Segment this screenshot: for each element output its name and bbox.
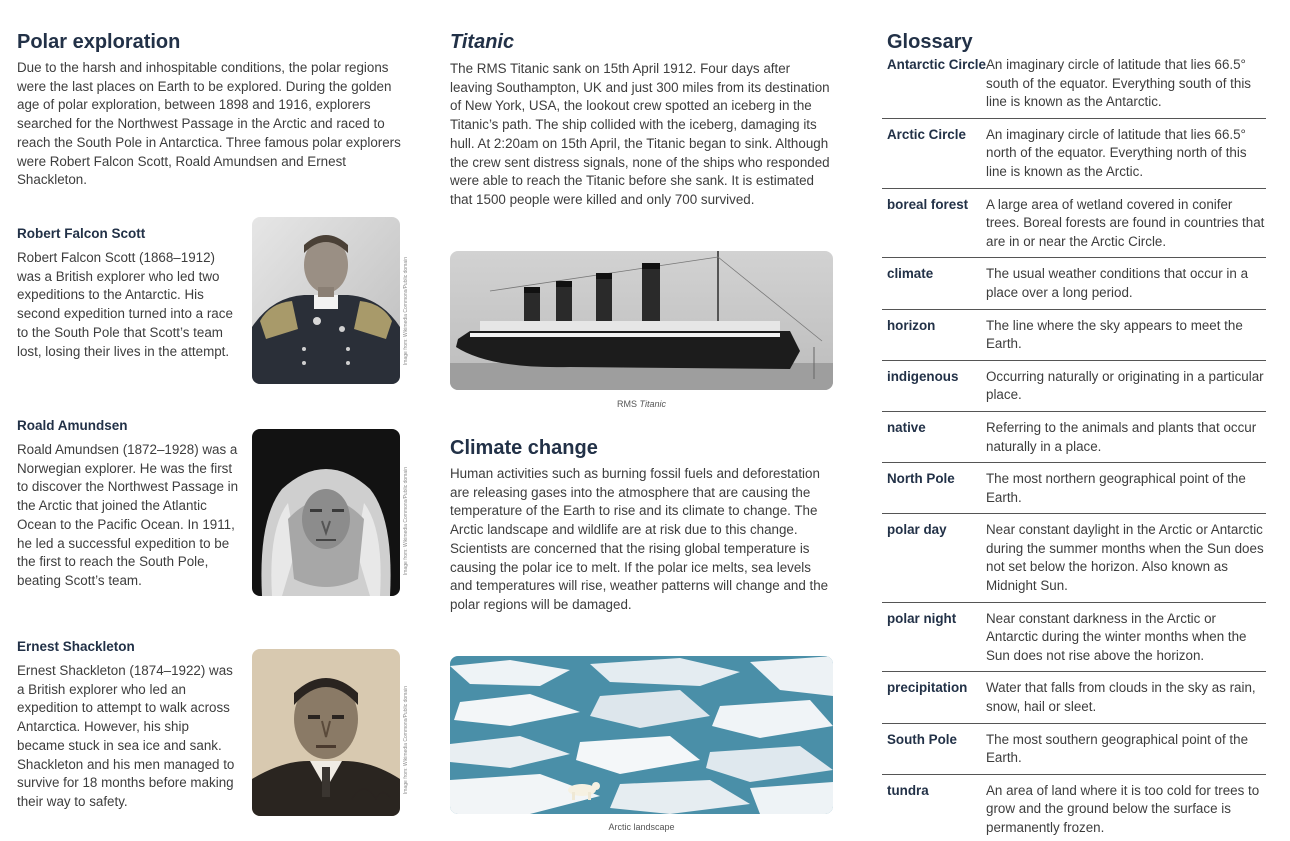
explorer-amundsen bbox=[17, 417, 407, 591]
polar-exploration-title: Polar exploration bbox=[17, 31, 181, 53]
photo-credit: Image from: Wikimedia Commons/Public domain bbox=[403, 686, 409, 795]
glossary-definition: Near constant darkness in the Arctic or Antarctic during the winter months when the Sun does not rise above the horizon. bbox=[986, 610, 1247, 663]
explorer-name: Robert Falcon Scott bbox=[17, 226, 146, 241]
glossary-term: Arctic Circle bbox=[887, 126, 966, 142]
explorer-bio: Roald Amundsen (1872–1928) was a Norwegian explorer. He was the first to discover the Northwest Passage in the Arctic that joined the Atlantic Ocean to the Pacific Ocean. In 1911, he led a successful expedition to be the first to reach the South Pole, beating Scott’s team. bbox=[17, 442, 239, 588]
glossary-definition: Water that falls from clouds in the sky as rain, snow, hail or sleet. bbox=[986, 680, 1256, 715]
glossary-term: Antarctic Circle bbox=[887, 57, 986, 72]
glossary-row bbox=[882, 419, 1266, 463]
glossary-row bbox=[882, 521, 1266, 602]
glossary-row bbox=[882, 196, 1266, 259]
glossary-definition: The line where the sky appears to meet the Earth. bbox=[986, 317, 1243, 352]
amundsen-portrait bbox=[252, 429, 400, 596]
photo-credit: Image from: Wikimedia Commons/Public domain bbox=[403, 257, 409, 366]
glossary-row bbox=[882, 731, 1266, 775]
glossary-row bbox=[882, 782, 1266, 841]
glossary-row bbox=[882, 679, 1266, 723]
glossary-definition: The most northern geographical point of the Earth. bbox=[986, 471, 1246, 505]
glossary-term: native bbox=[887, 419, 926, 435]
glossary-definition: An imaginary circle of latitude that lies 66.5° north of the equator. Everything north of this line is known as the Arctic. bbox=[986, 126, 1247, 179]
glossary-definition: Referring to the animals and plants that occur naturally in a place. bbox=[986, 419, 1257, 454]
glossary-term: boreal forest bbox=[887, 196, 969, 212]
arctic-landscape-photo bbox=[450, 656, 833, 814]
glossary-row bbox=[882, 265, 1266, 309]
climate-change-text: Human activities such as burning fossil fuels and deforestation are releasing gases into the atmosphere that are causing the temperature of the Earth to rise and its climate to change. The Arctic landscape and wildlife are at risk due to this change. Scientists are concerned that the rising global temperature is causing the polar ice to melt. If the polar ice melts, sea levels and temperatures will rise, weather patterns will change and the polar regions will be damaged. bbox=[450, 466, 829, 612]
glossary-term: polar night bbox=[887, 610, 957, 626]
glossary-term: polar day bbox=[887, 522, 947, 538]
glossary-list bbox=[882, 56, 1266, 841]
titanic-text: The RMS Titanic sank on 15th April 1912. Four days after leaving Southampton, UK and just 300 miles from its destination of New York, USA, the lookout crew spotted an iceberg in the Titanic’s path. The ship collided with the iceberg, damaging its hull. At 2:20am on 15th April, the Titanic began to sink. Although the crew sent distress signals, none of the ships who responded were able to reach the Titanic before she sank. It is estimated that 1500 people were killed and only 700 survived. bbox=[450, 61, 830, 207]
caption-italic: Titanic bbox=[639, 399, 666, 409]
glossary-row bbox=[882, 126, 1266, 189]
glossary-definition: An area of land where it is too cold for trees to grow and the ground below the surface is permanently frozen. bbox=[986, 782, 1260, 835]
explorer-scott bbox=[17, 225, 409, 366]
polar-exploration-intro: Due to the harsh and inhospitable conditions, the polar regions were the last places on Earth to be explored. During the golden age of polar exploration, between 1898 and 1916, explorers searched for the Northwest Passage in the Arctic and raced to reach the South Pole in Antarctica. Three famous polar explorers were Robert Falcon Scott, Roald Amundsen and Ernest Shackleton. bbox=[17, 60, 401, 188]
explorer-bio: Ernest Shackleton (1874–1922) was a British explorer who led an expedition to attempt to walk across Antarctica. However, his ship became stuck in sea ice and sank. Shackleton and his men managed to survive for 18 months before making their way to safety. bbox=[17, 663, 235, 809]
titanic-caption bbox=[450, 399, 833, 409]
glossary-definition: Occurring naturally or originating in a particular place. bbox=[986, 368, 1264, 403]
climate-change-title: Climate change bbox=[450, 437, 598, 459]
glossary-term: horizon bbox=[887, 317, 936, 333]
explorer-shackleton bbox=[17, 638, 407, 812]
shackleton-portrait bbox=[252, 649, 400, 816]
glossary-term: South Pole bbox=[887, 731, 957, 747]
glossary-term: tundra bbox=[887, 782, 929, 798]
scott-portrait bbox=[252, 217, 400, 384]
glossary-definition: Near constant daylight in the Arctic or Antarctic during the summer months when the Sun does not set below the horizon. Also known as Midnight Sun. bbox=[986, 522, 1264, 594]
glossary-row bbox=[882, 56, 1266, 119]
glossary-row bbox=[882, 470, 1266, 514]
photo-credit: Image from: Wikimedia Commons/Public domain bbox=[403, 467, 409, 576]
glossary-term: climate bbox=[887, 266, 934, 282]
glossary-row bbox=[882, 610, 1266, 673]
caption-prefix: RMS bbox=[617, 399, 640, 409]
glossary-title: Glossary bbox=[887, 31, 973, 53]
arctic-caption: Arctic landscape bbox=[608, 822, 675, 832]
glossary-term: North Pole bbox=[887, 471, 955, 487]
explorer-name: Roald Amundsen bbox=[17, 418, 128, 433]
titanic-photo bbox=[450, 251, 833, 390]
glossary-row bbox=[882, 317, 1266, 361]
glossary-definition: The most southern geographical point of the Earth. bbox=[986, 731, 1249, 766]
explorer-name: Ernest Shackleton bbox=[17, 639, 135, 654]
glossary-term: precipitation bbox=[887, 680, 968, 696]
glossary-row bbox=[882, 368, 1266, 412]
glossary-definition: An imaginary circle of latitude that lies 66.5° south of the equator. Everything south of this line is known as the Antarctic. bbox=[986, 57, 1252, 110]
glossary-term: indigenous bbox=[887, 368, 959, 384]
titanic-title: Titanic bbox=[450, 31, 515, 53]
glossary-definition: The usual weather conditions that occur in a place over a long period. bbox=[986, 266, 1249, 300]
glossary-definition: A large area of wetland covered in conifer trees. Boreal forests are found in countries that are in or near the Arctic Circle. bbox=[986, 196, 1265, 249]
explorer-bio: Robert Falcon Scott (1868–1912) was a British explorer who led two expeditions to the Antarctic. His second expedition turned into a race to the South Pole that Scott’s team lost, losing their lives in the attempt. bbox=[17, 250, 233, 359]
